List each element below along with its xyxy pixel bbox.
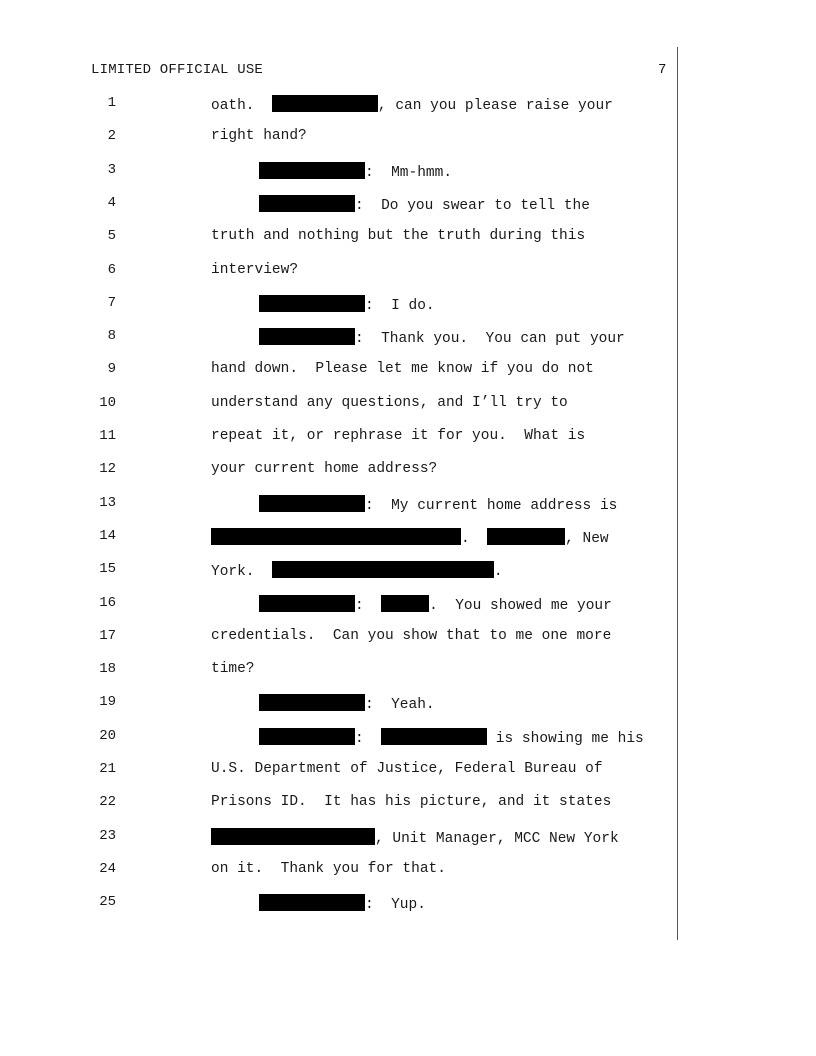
transcript-line: [211, 295, 435, 314]
line-number: 17: [99, 627, 116, 644]
redaction-box: [259, 694, 365, 711]
line-text: repeat it, or rephrase it for you. What is: [211, 428, 586, 444]
line-number: 1: [107, 95, 116, 111]
transcript-line: [211, 328, 625, 347]
transcript-line: [211, 361, 594, 377]
line-text: : I do.: [365, 297, 435, 314]
redaction-box: [381, 595, 429, 612]
redaction-box: [272, 95, 378, 112]
line-number: 20: [99, 727, 116, 744]
line-number: 13: [99, 494, 116, 511]
line-text: .: [493, 564, 503, 581]
line-text: , Unit Manager, MCC New York: [375, 830, 619, 847]
line-text: York.: [211, 564, 272, 581]
redaction-box: [487, 528, 565, 545]
line-number: 10: [99, 394, 116, 411]
line-text: Prisons ID. It has his picture, and it states: [211, 794, 612, 811]
line-number: 19: [99, 694, 116, 711]
line-number: 18: [99, 661, 116, 678]
transcript-line: [211, 195, 590, 214]
line-text: : Thank you. You can put your: [355, 331, 625, 348]
transcript-line: [211, 728, 644, 747]
line-text: :: [355, 597, 382, 614]
transcript-line: [211, 761, 603, 777]
line-text: your current home address?: [211, 461, 438, 478]
line-number: 6: [107, 261, 116, 278]
line-number: 7: [107, 294, 116, 311]
line-number: 4: [107, 194, 116, 211]
line-number: 3: [107, 161, 116, 178]
redaction-box: [211, 828, 375, 845]
transcript-line: [211, 861, 446, 877]
line-number: 21: [99, 761, 116, 777]
line-text: :: [355, 730, 382, 747]
line-text: .: [461, 530, 488, 547]
redaction-box: [259, 295, 365, 312]
redaction-box: [259, 495, 365, 512]
transcript-line: [211, 128, 307, 144]
line-number: 14: [99, 527, 116, 544]
transcript-line: [211, 262, 298, 278]
line-number: 11: [99, 428, 116, 444]
redaction-box: [259, 328, 355, 345]
line-text: , can you please raise your: [377, 98, 613, 114]
line-text: on it. Thank you for that.: [211, 860, 446, 877]
line-text: . You showed me your: [429, 597, 612, 614]
transcript-line: [211, 428, 585, 444]
line-number: 24: [99, 860, 116, 877]
line-number: 22: [99, 794, 116, 811]
line-text: : Yeah.: [365, 697, 435, 714]
transcript-line: [211, 95, 613, 114]
line-text: : Do you swear to tell the: [355, 197, 590, 214]
line-number: 15: [99, 561, 116, 578]
line-text: oath.: [211, 98, 272, 114]
redaction-box: [211, 528, 461, 545]
transcript-line: [211, 595, 612, 614]
line-number: 9: [107, 361, 116, 378]
line-text: : Yup.: [365, 897, 426, 914]
redaction-box: [381, 728, 487, 745]
transcript-line: [211, 694, 435, 713]
line-text: U.S. Department of Justice, Federal Bureau of: [211, 761, 603, 777]
line-text: : Mm-hmm.: [365, 164, 453, 181]
line-text: , New: [565, 530, 609, 547]
line-number: 5: [107, 228, 116, 245]
transcript-line: [211, 395, 568, 411]
right-margin-rule: [677, 47, 678, 940]
classification-header: LIMITED OFFICIAL USE: [91, 62, 264, 78]
transcript-line: [211, 794, 611, 810]
line-number: 25: [99, 894, 116, 911]
transcript-line: [211, 561, 503, 580]
redaction-box: [259, 728, 355, 745]
redaction-box: [259, 162, 365, 179]
line-number: 12: [99, 461, 116, 478]
transcript-line: [211, 894, 426, 913]
line-text: time?: [211, 661, 255, 678]
line-text: truth and nothing but the truth during this: [211, 228, 586, 245]
line-number: 8: [107, 328, 116, 345]
redaction-box: [259, 195, 355, 212]
line-text: right hand?: [211, 128, 307, 145]
transcript-line: [211, 162, 452, 181]
line-number: 23: [99, 827, 116, 844]
transcript-line: [211, 661, 255, 677]
redaction-box: [272, 561, 494, 578]
transcript-line: [211, 228, 585, 244]
redaction-box: [259, 595, 355, 612]
redaction-box: [259, 894, 365, 911]
transcript-line: [211, 495, 617, 514]
line-text: understand any questions, and I’ll try to: [211, 394, 568, 411]
transcript-line: [211, 461, 437, 477]
line-text: credentials. Can you show that to me one more: [211, 627, 612, 644]
transcript-line: [211, 528, 609, 547]
line-number: 16: [99, 594, 116, 611]
line-text: hand down. Please let me know if you do not: [211, 361, 594, 378]
line-text: interview?: [211, 261, 299, 278]
line-text: is showing me his: [487, 730, 644, 747]
transcript-line: [211, 828, 619, 847]
line-number: 2: [107, 128, 116, 145]
transcript-line: [211, 628, 611, 644]
line-text: : My current home address is: [365, 497, 618, 514]
page-number: 7: [658, 62, 667, 78]
